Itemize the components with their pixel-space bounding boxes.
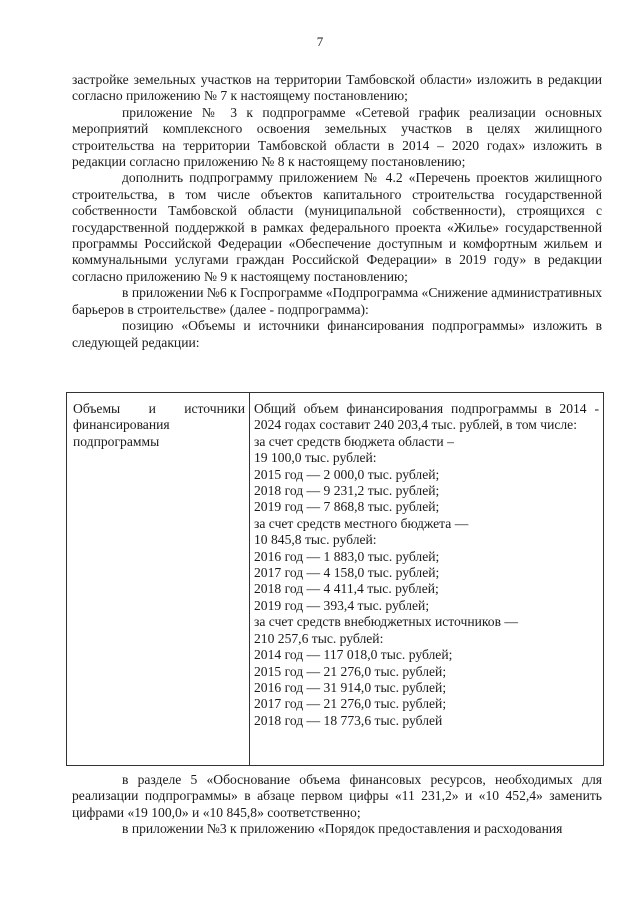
table-value-line: 2017 год — 21 276,0 тыс. рублей; [254, 696, 447, 712]
table-value-line: 2017 год — 4 158,0 тыс. рублей; [254, 565, 440, 581]
body-text-top [72, 72, 602, 351]
table-value-line: Общий объем финансирования подпрограммы в 2014 - 2024 годах составит 240 203,4 тыс. рублей, в том числе: [254, 401, 599, 433]
table-value-cell [250, 393, 604, 766]
table-value-line: 2015 год — 21 276,0 тыс. рублей; [254, 663, 447, 679]
table-value-line: 2016 год — 1 883,0 тыс. рублей; [254, 548, 440, 564]
table-value-line: 2014 год — 117 018,0 тыс. рублей; [254, 647, 453, 663]
table-value-line: 2019 год — 393,4 тыс. рублей; [254, 597, 430, 613]
table-label-cell: Объемы и источники финансирования подпрограммы [67, 393, 250, 766]
table-row [67, 393, 604, 766]
table-value-line: 2016 год — 31 914,0 тыс. рублей; [254, 679, 447, 695]
table-value-line: 2019 год — 7 868,8 тыс. рублей; [254, 499, 440, 515]
table-value-line: 19 100,0 тыс. рублей: [254, 450, 377, 466]
table-value-line: за счет средств внебюджетных источников — [254, 614, 519, 630]
paragraph: позицию «Объемы и источники финансирования подпрограммы» изложить в следующей редакции: [72, 318, 602, 350]
table-value-line: за счет средств местного бюджета — [254, 515, 469, 531]
table-value-line: 210 257,6 тыс. рублей: [254, 630, 384, 646]
paragraph: в приложении №3 к приложению «Порядок предоставления и расходования [122, 821, 563, 837]
table-value-line: за счет средств бюджета области – [254, 433, 454, 449]
paragraph: приложение № 3 к подпрограмме «Сетевой график реализации основных мероприятий комплексного освоения земельных участков в целях жилищного строительства на территории Тамбовской области в 2014 – 2020 годах» изложить в редакции согласно приложению № 8 к настоящему постановлению; [72, 104, 602, 170]
paragraph: дополнить подпрограмму приложением № 4.2 «Перечень проектов жилищного строительства, в том числе объектов капитального строительства государственной собственности Тамбовской области (муниципальной собственности), строящихся с государственной поддержкой в рамках федерального проекта «Жилье» государственной программы Российской Федерации «Обеспечение доступным и комфортным жильем и коммунальными услугами граждан Российской Федерации» в 2019 году» в редакции согласно приложению № 9 к настоящему постановлению; [72, 170, 602, 284]
page-number: 7 [316, 34, 324, 49]
table-value-line: 2018 год — 18 773,6 тыс. рублей [254, 712, 443, 728]
table-value-line: 2018 год — 9 231,2 тыс. рублей; [254, 483, 440, 499]
financing-table [66, 392, 604, 766]
paragraph: в разделе 5 «Обоснование объема финансовых ресурсов, необходимых для реализации подпрограммы» в абзаце первом цифры «11 231,2» и «10 452,4» заменить цифрами «19 100,0» и «10 845,8» соответственно; [72, 772, 602, 820]
table-value-line: 10 845,8 тыс. рублей: [254, 532, 377, 548]
paragraph: в приложении №6 к Госпрограмме «Подпрограмма «Снижение административных барьеров в строительстве» (далее - подпрограмма): [72, 285, 603, 317]
paragraph: застройке земельных участков на территории Тамбовской области» изложить в редакции согласно приложению № 7 к настоящему постановлению; [72, 72, 602, 104]
table-value-line: 2015 год — 2 000,0 тыс. рублей; [254, 466, 440, 482]
body-text-bottom [72, 772, 602, 838]
table-value-line: 2018 год — 4 411,4 тыс. рублей; [254, 581, 439, 597]
